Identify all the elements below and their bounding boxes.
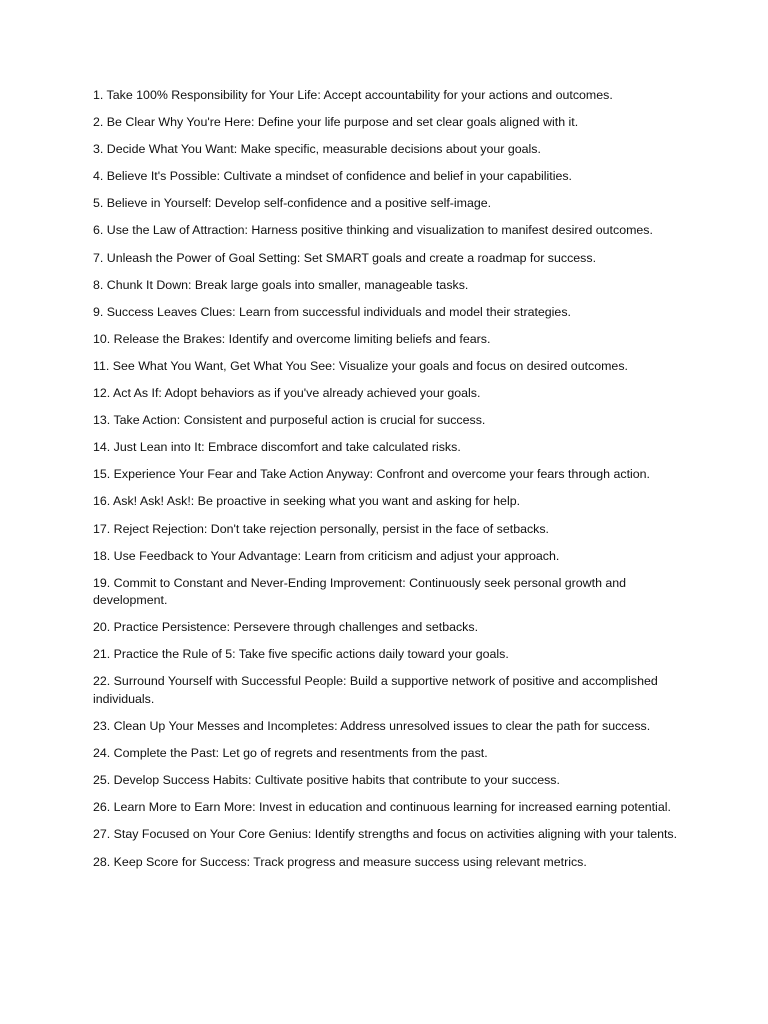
list-item: 10. Release the Brakes: Identify and overcome limiting beliefs and fears.: [93, 331, 491, 346]
list-item: 1. Take 100% Responsibility for Your Life: Accept accountability for your actions and outcomes.: [93, 88, 613, 102]
list-item: 23. Clean Up Your Messes and Incompletes: Address unresolved issues to clear the path for success.: [93, 719, 651, 734]
list-item: 5. Believe in Yourself: Develop self-confidence and a positive self-image.: [93, 196, 492, 211]
list-item: 17. Reject Rejection: Don't take rejection personally, persist in the face of setbacks.: [93, 521, 550, 536]
list-item: 6. Use the Law of Attraction: Harness positive thinking and visualization to manifest desired outcomes.: [93, 223, 653, 238]
list-item: 8. Chunk It Down: Break large goals into smaller, manageable tasks.: [93, 277, 469, 292]
list-item: 12. Act As If: Adopt behaviors as if you've already achieved your goals.: [93, 386, 481, 401]
list-item: 11. See What You Want, Get What You See: Visualize your goals and focus on desired outcomes.: [93, 358, 628, 373]
list-item: 24. Complete the Past: Let go of regrets and resentments from the past.: [93, 746, 488, 761]
list-item: 9. Success Leaves Clues: Learn from successful individuals and model their strategies.: [93, 304, 571, 319]
list-item: 16. Ask! Ask! Ask!: Be proactive in seeking what you want and asking for help.: [93, 494, 521, 509]
list-item: 7. Unleash the Power of Goal Setting: Set SMART goals and create a roadmap for success.: [93, 250, 597, 265]
list-item: 27. Stay Focused on Your Core Genius: Identify strengths and focus on activities aligning with your talents.: [93, 827, 678, 842]
list-item: 26. Learn More to Earn More: Invest in education and continuous learning for increased earning potential.: [93, 800, 671, 815]
list-item: 19. Commit to Constant and Never-Ending Improvement: Continuously seek personal growth and development.: [93, 575, 627, 608]
list-item: 14. Just Lean into It: Embrace discomfort and take calculated risks.: [93, 440, 461, 455]
list-item: 20. Practice Persistence: Persevere through challenges and setbacks.: [93, 620, 479, 635]
list-item: 25. Develop Success Habits: Cultivate positive habits that contribute to your success.: [93, 773, 560, 788]
list-item: 2. Be Clear Why You're Here: Define your life purpose and set clear goals aligned with it.: [93, 115, 579, 130]
list-item: 21. Practice the Rule of 5: Take five specific actions daily toward your goals.: [93, 647, 509, 662]
list-item: 18. Use Feedback to Your Advantage: Learn from criticism and adjust your approach.: [93, 548, 560, 563]
list-item: 4. Believe It's Possible: Cultivate a mindset of confidence and belief in your capabilities.: [93, 169, 572, 184]
list-item: 28. Keep Score for Success: Track progress and measure success using relevant metrics.: [93, 854, 587, 869]
list-item: 22. Surround Yourself with Successful People: Build a supportive network of positive and accomplished individuals.: [93, 674, 658, 706]
list-item: 3. Decide What You Want: Make specific, measurable decisions about your goals.: [93, 142, 541, 157]
list-item: 15. Experience Your Fear and Take Action Anyway: Confront and overcome your fears through action.: [93, 467, 650, 482]
success-principles-list: [93, 87, 683, 881]
list-item: 13. Take Action: Consistent and purposeful action is crucial for success.: [93, 413, 486, 428]
